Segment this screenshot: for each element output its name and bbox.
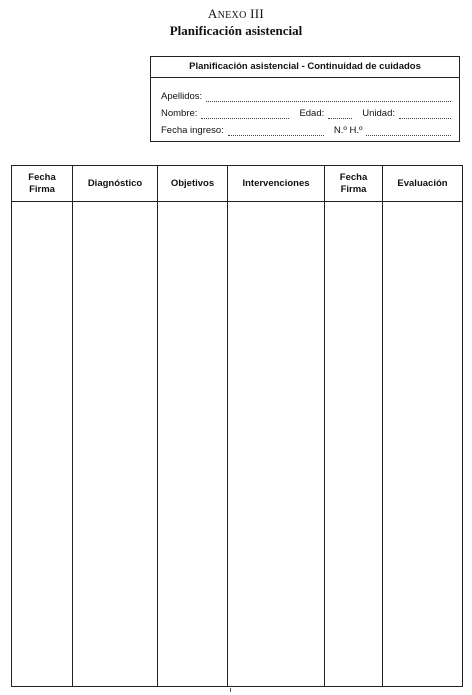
- edad-label: Edad:: [299, 108, 325, 119]
- column-header-line: Diagnóstico: [87, 177, 143, 189]
- nombre-label: Nombre:: [161, 108, 198, 119]
- fecha-ingreso-field[interactable]: [228, 127, 324, 136]
- apellidos-label: Apellidos:: [161, 91, 203, 102]
- nombre-row: [161, 107, 451, 119]
- cell-intervenciones[interactable]: [228, 202, 325, 687]
- unidad-label: Unidad:: [362, 108, 396, 119]
- column-header-objetivos: [158, 166, 228, 202]
- fecha-ingreso-label: Fecha ingreso:: [161, 125, 224, 136]
- cell-objetivos[interactable]: [158, 202, 228, 687]
- ingreso-row: [161, 124, 451, 136]
- column-header-fecha-firma: [12, 166, 73, 202]
- annex-label: ANEXO III: [207, 6, 265, 21]
- document-title: Planificación asistencial: [169, 23, 303, 38]
- care-plan-table: [11, 165, 463, 687]
- edad-field[interactable]: [328, 110, 352, 119]
- cell-evaluacion[interactable]: [383, 202, 463, 687]
- column-header-line: Evaluación: [397, 177, 448, 189]
- table-header-row: [12, 166, 463, 202]
- patient-box-title: Planificación asistencial - Continuidad de cuidados: [151, 57, 459, 78]
- numero-historia-field[interactable]: [366, 127, 451, 136]
- column-header-diagnostico: [73, 166, 158, 202]
- apellidos-field[interactable]: [206, 93, 451, 102]
- column-header-line: Intervenciones: [242, 177, 310, 189]
- cell-fecha-firma-2[interactable]: [325, 202, 383, 687]
- column-header-line: Fecha: [28, 171, 56, 183]
- column-header-line: Firma: [340, 183, 367, 195]
- column-header-line: Fecha: [339, 171, 368, 183]
- column-header-line: Objetivos: [170, 177, 215, 189]
- nombre-field[interactable]: [201, 110, 289, 119]
- column-header-fecha-firma-2: [325, 166, 383, 202]
- cell-fecha-firma[interactable]: [12, 202, 73, 687]
- unidad-field[interactable]: [399, 110, 451, 119]
- page-tick-mark: [230, 688, 231, 692]
- column-header-intervenciones: [228, 166, 325, 202]
- patient-info-box: [150, 56, 460, 142]
- numero-historia-label: N.º H.º: [333, 125, 363, 136]
- column-header-evaluacion: [383, 166, 463, 202]
- apellidos-row: [161, 90, 451, 102]
- column-header-line: Firma: [29, 183, 55, 195]
- cell-diagnostico[interactable]: [73, 202, 158, 687]
- table-row: [12, 202, 463, 687]
